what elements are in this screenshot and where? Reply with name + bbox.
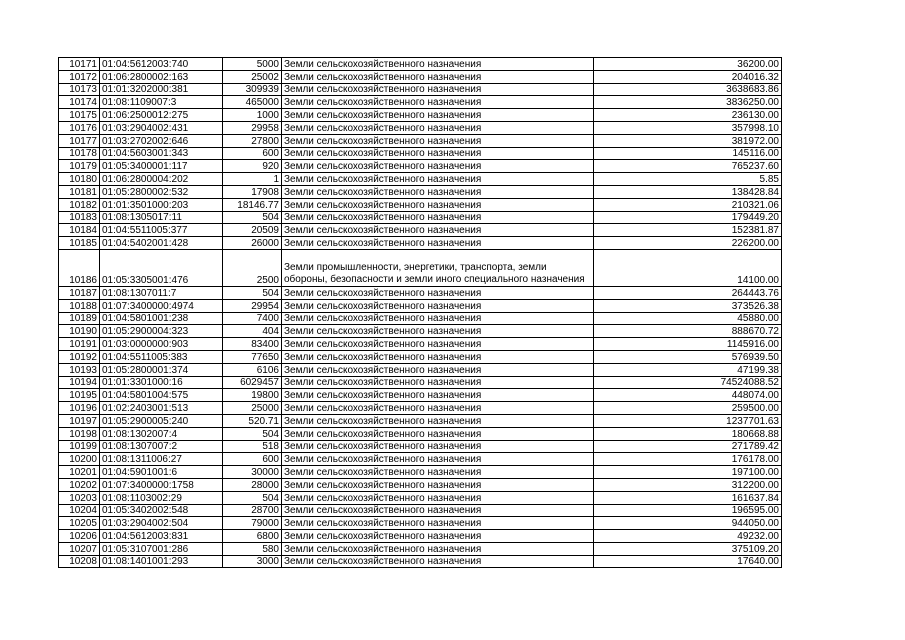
table-row (59, 517, 782, 530)
table-row (59, 555, 782, 568)
land-category-cell: Земли сельскохозяйственного назначения (282, 173, 594, 186)
area-cell: 920 (223, 160, 282, 173)
land-category-cell: Земли сельскохозяйственного назначения (282, 530, 594, 543)
area-cell: 504 (223, 211, 282, 224)
land-category-cell: Земли сельскохозяйственного назначения (282, 96, 594, 109)
cadastral-number-cell: 01:04:5402001:428 (100, 237, 223, 250)
cadastral-value-cell: 357998.10 (594, 121, 782, 134)
cadastral-value-cell: 236130.00 (594, 109, 782, 122)
land-category-cell: Земли сельскохозяйственного назначения (282, 198, 594, 211)
table-row (59, 402, 782, 415)
land-category-cell: Земли сельскохозяйственного назначения (282, 478, 594, 491)
land-category-cell: Земли промышленности, энергетики, транспорта, земли обороны, безопасности и земли иного специального назначения (282, 249, 594, 286)
table-row (59, 338, 782, 351)
table-row (59, 414, 782, 427)
cadastral-value-cell: 312200.00 (594, 478, 782, 491)
land-category-cell: Земли сельскохозяйственного назначения (282, 211, 594, 224)
land-category-cell: Земли сельскохозяйственного назначения (282, 109, 594, 122)
cadastral-value-cell: 138428.84 (594, 185, 782, 198)
row-number-cell: 10186 (59, 249, 100, 286)
area-cell: 1 (223, 173, 282, 186)
table-row (59, 185, 782, 198)
land-category-cell: Земли сельскохозяйственного назначения (282, 376, 594, 389)
land-category-cell: Земли сельскохозяйственного назначения (282, 338, 594, 351)
row-number-cell: 10201 (59, 466, 100, 479)
row-number-cell: 10173 (59, 83, 100, 96)
land-category-cell: Земли сельскохозяйственного назначения (282, 70, 594, 83)
row-number-cell: 10182 (59, 198, 100, 211)
cadastral-value-cell: 226200.00 (594, 237, 782, 250)
land-category-cell: Земли сельскохозяйственного назначения (282, 427, 594, 440)
cadastral-value-cell: 3836250.00 (594, 96, 782, 109)
cadastral-value-cell: 3638683.86 (594, 83, 782, 96)
land-category-cell: Земли сельскохозяйственного назначения (282, 224, 594, 237)
table-row (59, 350, 782, 363)
area-cell: 17908 (223, 185, 282, 198)
cadastral-value-cell: 271789.42 (594, 440, 782, 453)
cadastral-value-cell: 264443.76 (594, 286, 782, 299)
area-cell: 6800 (223, 530, 282, 543)
cadastral-number-cell: 01:05:2900004:323 (100, 325, 223, 338)
land-category-cell: Земли сельскохозяйственного назначения (282, 466, 594, 479)
area-cell: 19800 (223, 389, 282, 402)
table-row (59, 376, 782, 389)
row-number-cell: 10195 (59, 389, 100, 402)
area-cell: 6106 (223, 363, 282, 376)
cadastral-number-cell: 01:05:2900005:240 (100, 414, 223, 427)
cadastral-value-cell: 197100.00 (594, 466, 782, 479)
cadastral-number-cell: 01:03:2702002:646 (100, 134, 223, 147)
area-cell: 1000 (223, 109, 282, 122)
row-number-cell: 10206 (59, 530, 100, 543)
cadastral-number-cell: 01:05:2800002:532 (100, 185, 223, 198)
cadastral-number-cell: 01:08:1305017:11 (100, 211, 223, 224)
row-number-cell: 10190 (59, 325, 100, 338)
area-cell: 465000 (223, 96, 282, 109)
land-parcel-table-body (59, 58, 782, 568)
row-number-cell: 10175 (59, 109, 100, 122)
cadastral-value-cell: 259500.00 (594, 402, 782, 415)
area-cell: 520.71 (223, 414, 282, 427)
row-number-cell: 10208 (59, 555, 100, 568)
row-number-cell: 10188 (59, 299, 100, 312)
cadastral-value-cell: 45880.00 (594, 312, 782, 325)
cadastral-value-cell: 448074.00 (594, 389, 782, 402)
row-number-cell: 10187 (59, 286, 100, 299)
cadastral-number-cell: 01:04:5801004:575 (100, 389, 223, 402)
land-category-cell: Земли сельскохозяйственного назначения (282, 504, 594, 517)
land-category-cell: Земли сельскохозяйственного назначения (282, 440, 594, 453)
table-row (59, 363, 782, 376)
cadastral-number-cell: 01:01:3301000:16 (100, 376, 223, 389)
land-parcel-table (58, 57, 782, 568)
table-row (59, 83, 782, 96)
cadastral-number-cell: 01:07:3400000:1758 (100, 478, 223, 491)
cadastral-value-cell: 161637.84 (594, 491, 782, 504)
table-row (59, 70, 782, 83)
area-cell: 77650 (223, 350, 282, 363)
area-cell: 83400 (223, 338, 282, 351)
row-number-cell: 10202 (59, 478, 100, 491)
cadastral-number-cell: 01:06:2800002:163 (100, 70, 223, 83)
cadastral-number-cell: 01:04:5612003:740 (100, 58, 223, 71)
cadastral-value-cell: 17640.00 (594, 555, 782, 568)
cadastral-number-cell: 01:08:1307011:7 (100, 286, 223, 299)
cadastral-value-cell: 210321.06 (594, 198, 782, 211)
area-cell: 2500 (223, 249, 282, 286)
row-number-cell: 10191 (59, 338, 100, 351)
row-number-cell: 10178 (59, 147, 100, 160)
area-cell: 309939 (223, 83, 282, 96)
row-number-cell: 10194 (59, 376, 100, 389)
cadastral-number-cell: 01:04:5901001:6 (100, 466, 223, 479)
cadastral-number-cell: 01:05:3107001:286 (100, 542, 223, 555)
table-row (59, 134, 782, 147)
area-cell: 504 (223, 286, 282, 299)
cadastral-value-cell: 944050.00 (594, 517, 782, 530)
table-row (59, 237, 782, 250)
area-cell: 3000 (223, 555, 282, 568)
row-number-cell: 10174 (59, 96, 100, 109)
land-category-cell: Земли сельскохозяйственного назначения (282, 121, 594, 134)
row-number-cell: 10196 (59, 402, 100, 415)
area-cell: 29958 (223, 121, 282, 134)
cadastral-value-cell: 576939.50 (594, 350, 782, 363)
row-number-cell: 10200 (59, 453, 100, 466)
cadastral-number-cell: 01:03:0000000:903 (100, 338, 223, 351)
land-category-cell: Земли сельскохозяйственного назначения (282, 83, 594, 96)
cadastral-number-cell: 01:08:1307007:2 (100, 440, 223, 453)
table-row (59, 109, 782, 122)
table-row (59, 211, 782, 224)
cadastral-value-cell: 49232.00 (594, 530, 782, 543)
land-category-cell: Земли сельскохозяйственного назначения (282, 402, 594, 415)
land-category-cell: Земли сельскохозяйственного назначения (282, 517, 594, 530)
cadastral-number-cell: 01:08:1401001:293 (100, 555, 223, 568)
area-cell: 25002 (223, 70, 282, 83)
area-cell: 518 (223, 440, 282, 453)
row-number-cell: 10199 (59, 440, 100, 453)
table-row (59, 160, 782, 173)
land-category-cell: Земли сельскохозяйственного назначения (282, 237, 594, 250)
land-category-cell: Земли сельскохозяйственного назначения (282, 58, 594, 71)
cadastral-value-cell: 375109.20 (594, 542, 782, 555)
land-category-cell: Земли сельскохозяйственного назначения (282, 286, 594, 299)
table-row (59, 312, 782, 325)
cadastral-number-cell: 01:03:2904002:504 (100, 517, 223, 530)
cadastral-value-cell: 145116.00 (594, 147, 782, 160)
row-number-cell: 10189 (59, 312, 100, 325)
cadastral-value-cell: 14100.00 (594, 249, 782, 286)
row-number-cell: 10184 (59, 224, 100, 237)
cadastral-number-cell: 01:05:2800001:374 (100, 363, 223, 376)
row-number-cell: 10185 (59, 237, 100, 250)
land-category-cell: Земли сельскохозяйственного назначения (282, 299, 594, 312)
area-cell: 504 (223, 427, 282, 440)
area-cell: 20509 (223, 224, 282, 237)
table-row (59, 504, 782, 517)
land-category-cell: Земли сельскохозяйственного назначения (282, 555, 594, 568)
area-cell: 26000 (223, 237, 282, 250)
row-number-cell: 10183 (59, 211, 100, 224)
land-category-cell: Земли сельскохозяйственного назначения (282, 491, 594, 504)
table-row (59, 491, 782, 504)
cadastral-number-cell: 01:06:2800004:202 (100, 173, 223, 186)
table-row (59, 198, 782, 211)
area-cell: 6029457 (223, 376, 282, 389)
table-row (59, 453, 782, 466)
cadastral-number-cell: 01:01:3202000:381 (100, 83, 223, 96)
table-row (59, 249, 782, 286)
cadastral-value-cell: 36200.00 (594, 58, 782, 71)
table-row (59, 173, 782, 186)
area-cell: 28000 (223, 478, 282, 491)
cadastral-number-cell: 01:04:5612003:831 (100, 530, 223, 543)
area-cell: 18146.77 (223, 198, 282, 211)
cadastral-value-cell: 179449.20 (594, 211, 782, 224)
row-number-cell: 10192 (59, 350, 100, 363)
table-row (59, 121, 782, 134)
row-number-cell: 10176 (59, 121, 100, 134)
cadastral-value-cell: 74524088.52 (594, 376, 782, 389)
cadastral-number-cell: 01:08:1302007:4 (100, 427, 223, 440)
row-number-cell: 10203 (59, 491, 100, 504)
area-cell: 580 (223, 542, 282, 555)
table-row (59, 427, 782, 440)
cadastral-value-cell: 196595.00 (594, 504, 782, 517)
area-cell: 29954 (223, 299, 282, 312)
area-cell: 28700 (223, 504, 282, 517)
row-number-cell: 10207 (59, 542, 100, 555)
cadastral-number-cell: 01:06:2500012:275 (100, 109, 223, 122)
land-category-cell: Земли сельскохозяйственного назначения (282, 134, 594, 147)
table-row (59, 389, 782, 402)
cadastral-number-cell: 01:08:1311006:27 (100, 453, 223, 466)
cadastral-value-cell: 152381.87 (594, 224, 782, 237)
table-row (59, 224, 782, 237)
cadastral-number-cell: 01:01:3501000:203 (100, 198, 223, 211)
land-category-cell: Земли сельскохозяйственного назначения (282, 185, 594, 198)
land-category-cell: Земли сельскохозяйственного назначения (282, 160, 594, 173)
row-number-cell: 10204 (59, 504, 100, 517)
row-number-cell: 10171 (59, 58, 100, 71)
table-row (59, 440, 782, 453)
cadastral-number-cell: 01:05:3402002:548 (100, 504, 223, 517)
land-category-cell: Земли сельскохозяйственного назначения (282, 350, 594, 363)
land-category-cell: Земли сельскохозяйственного назначения (282, 325, 594, 338)
row-number-cell: 10193 (59, 363, 100, 376)
table-row (59, 325, 782, 338)
cadastral-value-cell: 1237701.63 (594, 414, 782, 427)
cadastral-value-cell: 888670.72 (594, 325, 782, 338)
table-row (59, 478, 782, 491)
area-cell: 504 (223, 491, 282, 504)
table-row (59, 147, 782, 160)
cadastral-value-cell: 180668.88 (594, 427, 782, 440)
land-category-cell: Земли сельскохозяйственного назначения (282, 363, 594, 376)
area-cell: 30000 (223, 466, 282, 479)
table-row (59, 466, 782, 479)
area-cell: 600 (223, 453, 282, 466)
cadastral-number-cell: 01:05:3400001:117 (100, 160, 223, 173)
cadastral-number-cell: 01:08:1103002:29 (100, 491, 223, 504)
cadastral-number-cell: 01:07:3400000:4974 (100, 299, 223, 312)
row-number-cell: 10181 (59, 185, 100, 198)
cadastral-number-cell: 01:05:3305001:476 (100, 249, 223, 286)
cadastral-number-cell: 01:03:2904002:431 (100, 121, 223, 134)
row-number-cell: 10198 (59, 427, 100, 440)
cadastral-number-cell: 01:02:2403001:513 (100, 402, 223, 415)
cadastral-value-cell: 47199.38 (594, 363, 782, 376)
area-cell: 404 (223, 325, 282, 338)
land-category-cell: Земли сельскохозяйственного назначения (282, 389, 594, 402)
cadastral-number-cell: 01:08:1109007:3 (100, 96, 223, 109)
cadastral-number-cell: 01:04:5511005:383 (100, 350, 223, 363)
land-category-cell: Земли сельскохозяйственного назначения (282, 312, 594, 325)
cadastral-value-cell: 373526.38 (594, 299, 782, 312)
area-cell: 600 (223, 147, 282, 160)
table-row (59, 542, 782, 555)
row-number-cell: 10177 (59, 134, 100, 147)
area-cell: 7400 (223, 312, 282, 325)
area-cell: 79000 (223, 517, 282, 530)
area-cell: 5000 (223, 58, 282, 71)
cadastral-number-cell: 01:04:5511005:377 (100, 224, 223, 237)
row-number-cell: 10180 (59, 173, 100, 186)
row-number-cell: 10205 (59, 517, 100, 530)
cadastral-value-cell: 176178.00 (594, 453, 782, 466)
cadastral-value-cell: 5.85 (594, 173, 782, 186)
table-row (59, 286, 782, 299)
area-cell: 25000 (223, 402, 282, 415)
row-number-cell: 10197 (59, 414, 100, 427)
cadastral-value-cell: 381972.00 (594, 134, 782, 147)
table-row (59, 299, 782, 312)
table-row (59, 530, 782, 543)
cadastral-number-cell: 01:04:5801001:238 (100, 312, 223, 325)
cadastral-value-cell: 204016.32 (594, 70, 782, 83)
row-number-cell: 10172 (59, 70, 100, 83)
table-row (59, 58, 782, 71)
area-cell: 27800 (223, 134, 282, 147)
cadastral-value-cell: 1145916.00 (594, 338, 782, 351)
land-category-cell: Земли сельскохозяйственного назначения (282, 453, 594, 466)
cadastral-number-cell: 01:04:5603001:343 (100, 147, 223, 160)
land-category-cell: Земли сельскохозяйственного назначения (282, 147, 594, 160)
land-category-cell: Земли сельскохозяйственного назначения (282, 542, 594, 555)
table-row (59, 96, 782, 109)
cadastral-value-cell: 765237.60 (594, 160, 782, 173)
row-number-cell: 10179 (59, 160, 100, 173)
land-category-cell: Земли сельскохозяйственного назначения (282, 414, 594, 427)
